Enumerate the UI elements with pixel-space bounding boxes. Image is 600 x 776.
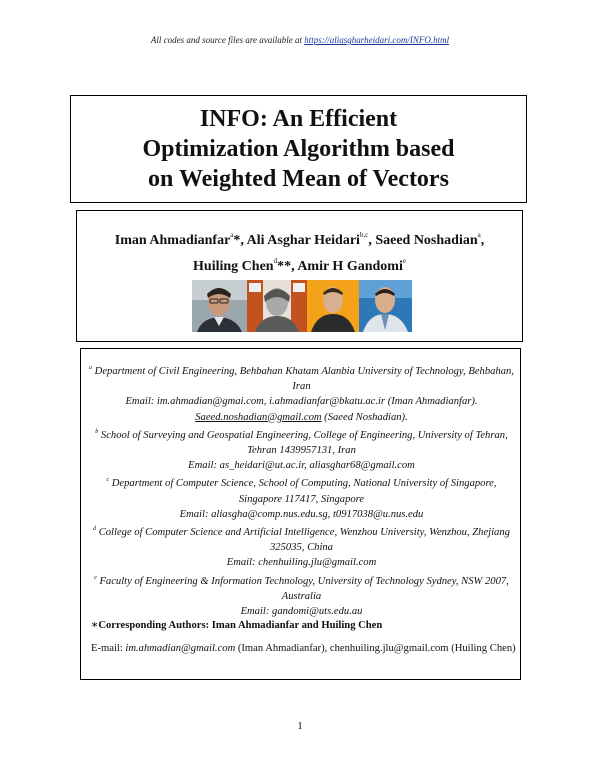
affiliation-sup: e [94, 574, 97, 581]
author-name: Ali Asghar Heidari [246, 233, 360, 248]
affiliation-text: College of Computer Science and Artificial Intelligence, Wenzhou University, Wenzhou, Zhejiang 325035, China [96, 527, 510, 554]
affiliation-item [87, 571, 516, 604]
affiliation-email [87, 458, 516, 473]
affiliation-email [87, 394, 516, 409]
author-separator: , [480, 233, 485, 248]
source-note-text: All codes and source files are available at [150, 35, 305, 45]
source-note [0, 35, 600, 45]
author-separator: , [368, 233, 376, 248]
email-prefix: E-mail: [91, 643, 126, 654]
title-line-2: Optimization Algorithm based [142, 136, 455, 162]
affiliation-list [87, 361, 516, 619]
affiliations-box [80, 348, 521, 680]
corresponding-mark: * [233, 233, 241, 248]
affiliation-item [87, 361, 516, 394]
author-list [77, 225, 522, 277]
author-name: Saeed Noshadian [375, 233, 478, 248]
author-separator: , [291, 259, 298, 274]
affiliation-item [87, 425, 516, 458]
page-number: 1 [297, 720, 303, 732]
author-name: Iman Ahmadianfar [114, 233, 231, 248]
affiliation-sup: b [95, 428, 99, 435]
paper-title [71, 104, 526, 194]
affiliation-text: Department of Computer Science, School of Computing, National University of Singapore, Singapore 117417, Singapore [109, 478, 497, 505]
author-photo-2 [247, 280, 307, 332]
affiliation-sup: d [273, 257, 278, 265]
affiliation-item [87, 522, 516, 555]
authors-box [76, 210, 523, 342]
affiliation-email [87, 555, 516, 570]
affiliation-text: Email: as_heidari@ut.ac.ir, aliasghar68@gmail.com [188, 460, 415, 472]
corresponding-text: Corresponding Authors: Iman Ahmadianfar and Huiling Chen [98, 620, 383, 631]
affiliation-sup: a [477, 231, 481, 239]
corresponding-mark: ∗ [91, 620, 99, 631]
affiliation-sup: c [106, 477, 110, 484]
affiliation-text: School of Surveying and Geospatial Engineering, College of Engineering, University of Tehran, Tehran 1439957131, Iran [98, 429, 508, 457]
affiliation-sup: d [93, 526, 97, 533]
author-photo-4 [359, 280, 412, 332]
email-address[interactable]: im.ahmadian@gmail.com [125, 643, 236, 654]
affiliation-text: Faculty of Engineering & Information Technology, University of Technology Sydney, NSW 2007, Australia [96, 575, 509, 602]
author-name: Huiling Chen [193, 259, 274, 274]
affiliation-email [87, 410, 516, 425]
email-rest: (Iman Ahmadianfar), chenhuiling.jlu@gmail.com (Huiling Chen) [235, 643, 516, 654]
author-name: Amir H Gandomi [297, 259, 403, 274]
title-box [70, 95, 527, 203]
affiliation-item [87, 473, 516, 506]
affiliation-sup: a [230, 231, 234, 239]
corresponding-emails [91, 642, 516, 655]
source-link[interactable]: https://aliasgharheidari.com/INFO.html [304, 35, 450, 45]
author-photo-3 [307, 280, 359, 332]
affiliation-text: Email: gandomi@uts.edu.au [240, 606, 363, 618]
affiliation-sup: a [89, 365, 93, 371]
affiliation-sup: e [402, 257, 406, 265]
author-photo-1 [192, 280, 247, 332]
author-photos [192, 280, 412, 332]
affiliation-text: Department of Civil Engineering, Behbahan Khatam Alanbia University of Technology, Behbahan, Iran [92, 366, 514, 393]
title-line-1: INFO: An Efficient [199, 106, 398, 132]
author-separator: , [240, 233, 247, 248]
title-line-3: on Weighted Mean of Vectors [148, 166, 449, 192]
corresponding-mark: ** [277, 259, 292, 274]
affiliation-text: Email: chenhuiling.jlu@gmail.com [226, 557, 377, 569]
affiliation-text: Email: im.ahmadian@gmai.com, i.ahmadianfar@bkatu.ac.ir (Iman Ahmadianfar). [125, 396, 478, 408]
affiliation-email [87, 604, 516, 619]
affiliation-text: Email: aliasgha@comp.nus.edu.sg, t0917038@u.nus.edu [179, 508, 424, 520]
email-link[interactable]: Saeed.noshadian@gmail.com [195, 411, 322, 423]
affiliation-email [87, 507, 516, 522]
corresponding-authors [91, 619, 511, 631]
affiliation-text: (Saeed Noshadian). [321, 411, 408, 423]
affiliation-sup: b,c [359, 231, 369, 239]
